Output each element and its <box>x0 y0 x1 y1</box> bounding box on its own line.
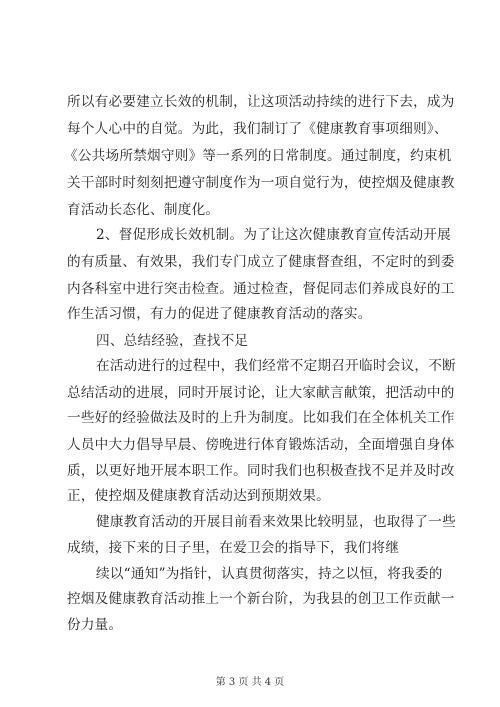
paragraph-line: 的有质量、有效果，我们专门成立了健康督查组，不定时的到委 <box>67 254 455 270</box>
paragraph-line: 在活动进行的过程中，我们经常不定期召开临时会议，不断 <box>96 358 456 374</box>
paragraph-line: 份力量。 <box>67 617 123 633</box>
paragraph-line: 作生活习惯，有力的促进了健康教育活动的落实。 <box>67 306 372 322</box>
paragraph-line: 每个人心中的自觉。为此，我们制订了《健康教育事项细则》、 <box>67 121 448 137</box>
paragraph-line: 控烟及健康教育活动推上一个新台阶，为我县的创卫工作贡献一 <box>67 591 455 607</box>
paragraph-line: 健康教育活动的开展目前看来效果比较明显，也取得了一些 <box>96 514 456 530</box>
paragraph-line: 质，以更好地开展本职工作。同时我们也积极查找不足并及时改 <box>67 463 455 479</box>
paragraph-line: 关干部时时刻刻把遵守制度作为一项自觉行为，使控烟及健康教 <box>67 175 455 191</box>
paragraph-line: 成绩，接下来的日子里，在爱卫会的指导下，我们将继 <box>67 540 400 556</box>
paragraph-line: 内各科室中进行突击检查。通过检查，督促同志们养成良好的工 <box>67 281 455 297</box>
paragraph-line: 总结活动的进展，同时开展讨论，让大家献言献策，把活动中的 <box>67 385 455 401</box>
paragraph-line: 一些好的经验做法及时的上升为制度。比如我们在全体机关工作 <box>67 410 455 426</box>
page-number-footer: 第 3 页 共 4 页 <box>215 677 285 688</box>
paragraph-line: 续以“通知”为指针，认真贯彻落实，持之以恒，将我委的 <box>96 566 443 582</box>
paragraph-line: 正，使控烟及健康教育活动达到预期效果。 <box>67 488 331 504</box>
paragraph-line: 所以有必要建立长效的机制，让这项活动持续的进行下去，成为 <box>67 94 455 110</box>
section-heading: 四、总结经验，查找不足 <box>96 333 249 349</box>
paragraph-line: 人员中大力倡导早晨、傍晚进行体育锻炼活动，全面增强自身体 <box>67 437 455 453</box>
paragraph-line: 育活动长态化、制度化。 <box>67 202 220 218</box>
paragraph-line: 《公共场所禁烟守则》等一系列的日常制度。通过制度，约束机 <box>64 148 452 164</box>
paragraph-line: 2、督促形成长效机制。为了让这次健康教育宣传活动开展 <box>96 227 451 243</box>
